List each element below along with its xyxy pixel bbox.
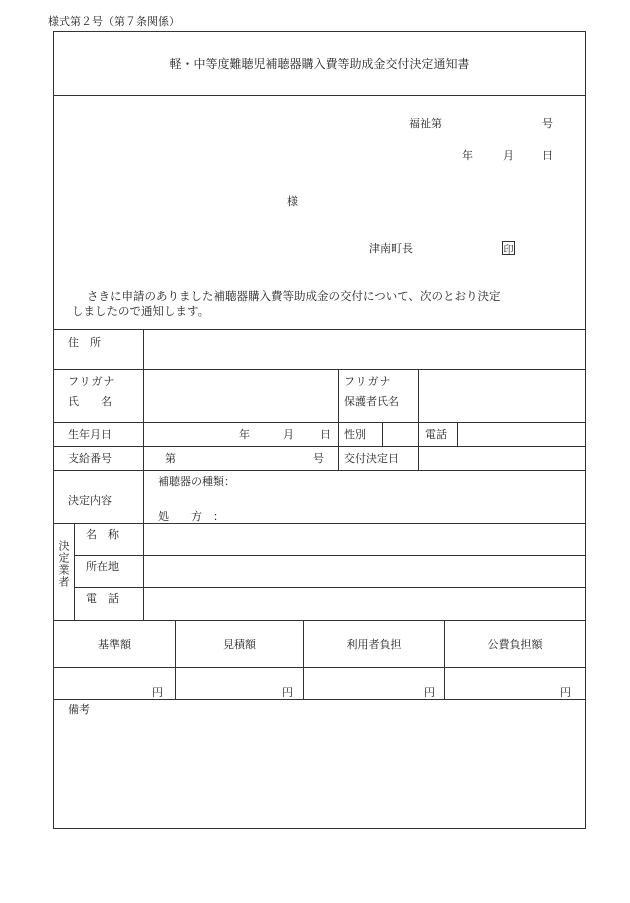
doc-number-suffix: 号: [542, 117, 553, 130]
row-line: [74, 587, 585, 588]
col-line: [444, 620, 445, 699]
gender-label: 性別: [344, 428, 366, 441]
form-label: 様式第２号（第７条関係）: [48, 15, 180, 28]
row-line: [54, 446, 585, 447]
address-label: 住 所: [68, 336, 101, 349]
row-line: [54, 523, 585, 524]
name-label: 氏 名: [68, 395, 112, 408]
birth-month: 月: [283, 428, 294, 441]
hearing-aid-type-label: 補聴器の種類：: [158, 475, 235, 488]
col-line: [338, 369, 339, 470]
row-line: [54, 699, 585, 700]
phone-label: 電話: [425, 428, 447, 441]
notice-text-line2: しましたので通知します。: [72, 304, 210, 318]
prescription-label: 処 方 ：: [158, 510, 224, 523]
recipient-honorific: 様: [287, 195, 298, 208]
row-line: [54, 667, 585, 668]
col-line: [143, 329, 144, 620]
decision-date-label: 交付決定日: [344, 452, 399, 465]
birth-day: 日: [320, 428, 331, 441]
guardian-furigana-label: フリガナ: [344, 375, 392, 388]
title-divider: [54, 95, 585, 96]
form-title: 軽・中等度難聴児補聴器購入費等助成金交付決定通知書: [169, 57, 470, 71]
furigana-label: フリガナ: [68, 375, 116, 388]
col-line: [303, 620, 304, 699]
seal-stamp: 印: [502, 241, 515, 255]
vendor-name-label: 名 称: [86, 528, 119, 541]
row-line: [54, 369, 585, 370]
col-line: [74, 523, 75, 620]
vendor-location-label: 所在地: [86, 560, 119, 573]
payment-number-suffix: 号: [313, 452, 324, 465]
payment-number-prefix: 第: [165, 452, 176, 465]
amount-header-user-share: 利用者負担: [346, 638, 402, 651]
date-month: 月: [503, 149, 514, 162]
row-line: [54, 620, 585, 621]
row-line: [74, 555, 585, 556]
doc-number-prefix: 福祉第: [409, 117, 442, 130]
amount-header-standard: 基準額: [98, 638, 131, 651]
yen-unit-estimate: 円: [282, 686, 293, 699]
date-day: 日: [542, 149, 553, 162]
yen-unit-user-share: 円: [424, 686, 435, 699]
date-year: 年: [462, 149, 473, 162]
notice-text-line1: さきに申請のありました補聴器購入費等助成金の交付について、次のとおり決定: [87, 289, 501, 303]
decision-content-label: 決定内容: [68, 494, 112, 507]
vendor-group-label: 決定業者: [57, 540, 70, 588]
col-line: [382, 422, 383, 446]
yen-unit-standard: 円: [152, 686, 163, 699]
birth-year: 年: [239, 428, 250, 441]
vendor-phone-label: 電 話: [86, 592, 119, 605]
col-line: [457, 422, 458, 446]
col-line: [175, 620, 176, 699]
payment-number-label: 支給番号: [68, 452, 112, 465]
yen-unit-public-share: 円: [560, 686, 571, 699]
amount-header-estimate: 見積額: [223, 638, 256, 651]
row-line: [54, 422, 585, 423]
remarks-label: 備考: [68, 703, 90, 716]
amount-header-public-share: 公費負担額: [487, 638, 543, 651]
row-line: [54, 329, 585, 330]
birthdate-label: 生年月日: [68, 428, 112, 441]
row-line: [54, 470, 585, 471]
issuer-name: 津南町長: [369, 242, 413, 255]
guardian-name-label: 保護者氏名: [344, 395, 399, 408]
col-line: [418, 369, 419, 470]
